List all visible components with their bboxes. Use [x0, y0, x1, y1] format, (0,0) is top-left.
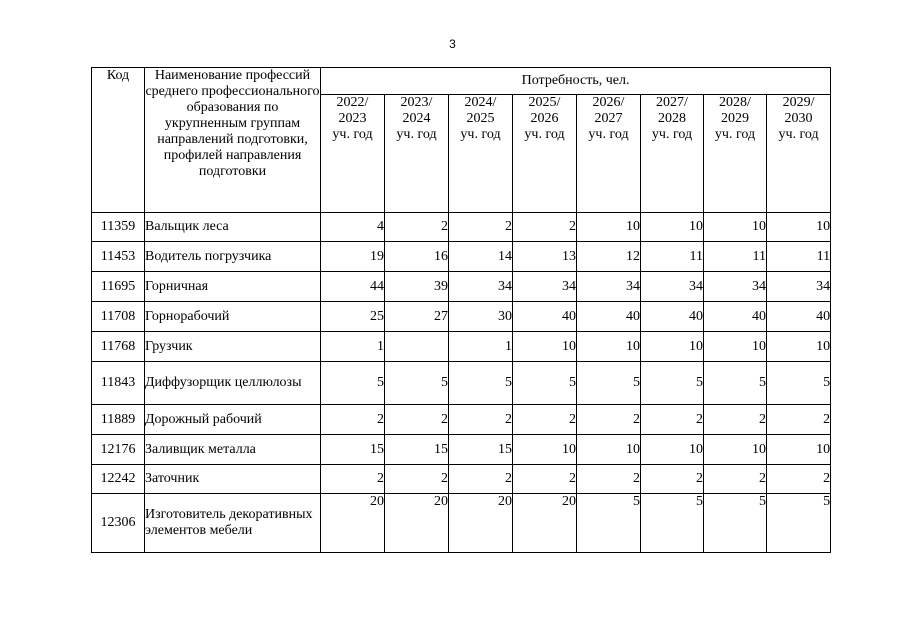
- row-value: 10: [641, 332, 704, 362]
- row-value: 40: [513, 302, 577, 332]
- row-value: 34: [449, 272, 513, 302]
- row-value: 20: [513, 494, 577, 553]
- row-name: Изготовитель декоративных элементов мебели: [145, 494, 321, 553]
- header-year: [577, 95, 641, 213]
- header-year-unit: уч. год: [651, 127, 693, 142]
- row-value: 10: [767, 435, 831, 465]
- row-value: 34: [767, 272, 831, 302]
- row-name: Заточник: [145, 465, 321, 494]
- row-value: 1: [321, 332, 385, 362]
- header-year-unit: уч. год: [588, 127, 629, 142]
- header-year-unit: уч. год: [396, 127, 437, 142]
- header-year-unit: уч. год: [460, 127, 501, 142]
- header-year-range: 2023/ 2024: [400, 95, 433, 126]
- row-value: 5: [577, 494, 641, 553]
- row-code: 11708: [92, 302, 145, 332]
- row-code: 11359: [92, 213, 145, 242]
- row-value: 5: [449, 362, 513, 405]
- table-row: [92, 242, 831, 272]
- header-need: Потребность, чел.: [321, 68, 831, 95]
- row-value: 5: [321, 362, 385, 405]
- row-value: 10: [577, 213, 641, 242]
- header-year-unit: уч. год: [714, 127, 756, 142]
- header-year: [767, 95, 831, 213]
- row-value: 2: [385, 405, 449, 435]
- row-value: 2: [704, 405, 767, 435]
- table-row: [92, 405, 831, 435]
- row-value: 10: [577, 332, 641, 362]
- row-value: 44: [321, 272, 385, 302]
- row-name: Горнорабочий: [145, 302, 321, 332]
- row-value: 25: [321, 302, 385, 332]
- row-value: 10: [641, 435, 704, 465]
- row-value: 2: [577, 405, 641, 435]
- row-value: 40: [577, 302, 641, 332]
- row-value: 2: [385, 465, 449, 494]
- row-value: 34: [641, 272, 704, 302]
- header-year-unit: уч. год: [778, 127, 819, 142]
- row-value: 40: [767, 302, 831, 332]
- row-name: Дорожный рабочий: [145, 405, 321, 435]
- row-value: 39: [385, 272, 449, 302]
- row-value: 10: [641, 213, 704, 242]
- row-name: Горничная: [145, 272, 321, 302]
- header-year: [513, 95, 577, 213]
- header-year-range: 2028/ 2029: [719, 95, 751, 126]
- header-year: [321, 95, 385, 213]
- row-code: 12242: [92, 465, 145, 494]
- row-value: 15: [449, 435, 513, 465]
- header-year-range: 2026/ 2027: [592, 95, 625, 126]
- table-row: [92, 435, 831, 465]
- row-value: 40: [641, 302, 704, 332]
- row-value: 20: [385, 494, 449, 553]
- row-value: 2: [449, 213, 513, 242]
- table-row: [92, 213, 831, 242]
- row-value: 10: [767, 213, 831, 242]
- row-value: 2: [641, 405, 704, 435]
- row-value: 2: [385, 213, 449, 242]
- header-year-unit: уч. год: [524, 127, 565, 142]
- row-value: 5: [767, 494, 831, 553]
- header-year-range: 2022/ 2023: [336, 95, 369, 126]
- table-row: [92, 494, 831, 553]
- row-value: 2: [513, 213, 577, 242]
- row-value: 2: [513, 465, 577, 494]
- row-value: 34: [513, 272, 577, 302]
- header-year: [704, 95, 767, 213]
- header-year: [385, 95, 449, 213]
- row-name: Заливщик металла: [145, 435, 321, 465]
- row-value: 27: [385, 302, 449, 332]
- row-value: 11: [641, 242, 704, 272]
- row-value: 10: [704, 213, 767, 242]
- header-year-range: 2027/ 2028: [656, 95, 688, 126]
- row-value: 1: [449, 332, 513, 362]
- row-value: 19: [321, 242, 385, 272]
- row-code: 12306: [92, 494, 145, 553]
- needs-table: [91, 67, 831, 553]
- row-value: 2: [449, 405, 513, 435]
- row-value: 10: [704, 332, 767, 362]
- row-value: 30: [449, 302, 513, 332]
- row-value: 10: [513, 435, 577, 465]
- row-value: 2: [321, 405, 385, 435]
- row-value: 5: [641, 362, 704, 405]
- row-value: 4: [321, 213, 385, 242]
- row-value: 10: [513, 332, 577, 362]
- table-row: [92, 465, 831, 494]
- row-code: 12176: [92, 435, 145, 465]
- row-code: 11768: [92, 332, 145, 362]
- row-name: Вальщик леса: [145, 213, 321, 242]
- row-value: 5: [641, 494, 704, 553]
- row-value: [385, 332, 449, 362]
- row-value: 2: [513, 405, 577, 435]
- row-value: 2: [449, 465, 513, 494]
- row-value: 15: [385, 435, 449, 465]
- row-value: 40: [704, 302, 767, 332]
- header-year-unit: уч. год: [332, 127, 373, 142]
- row-value: 16: [385, 242, 449, 272]
- row-value: 34: [577, 272, 641, 302]
- row-value: 14: [449, 242, 513, 272]
- row-value: 34: [704, 272, 767, 302]
- row-value: 2: [321, 465, 385, 494]
- row-value: 5: [767, 362, 831, 405]
- table-header: [92, 68, 831, 213]
- header-year-range: 2025/ 2026: [528, 95, 561, 126]
- row-value: 13: [513, 242, 577, 272]
- header-year-range: 2024/ 2025: [464, 95, 497, 126]
- row-value: 2: [641, 465, 704, 494]
- row-code: 11695: [92, 272, 145, 302]
- row-value: 5: [704, 494, 767, 553]
- table-body: [92, 213, 831, 553]
- row-value: 2: [767, 465, 831, 494]
- row-code: 11843: [92, 362, 145, 405]
- row-value: 11: [704, 242, 767, 272]
- row-value: 2: [577, 465, 641, 494]
- row-value: 2: [704, 465, 767, 494]
- table-row: [92, 302, 831, 332]
- header-code: Код: [92, 68, 145, 213]
- row-value: 5: [704, 362, 767, 405]
- row-value: 11: [767, 242, 831, 272]
- row-value: 2: [767, 405, 831, 435]
- row-code: 11453: [92, 242, 145, 272]
- row-value: 12: [577, 242, 641, 272]
- header-year: [449, 95, 513, 213]
- row-value: 10: [704, 435, 767, 465]
- row-value: 10: [767, 332, 831, 362]
- row-value: 5: [513, 362, 577, 405]
- row-code: 11889: [92, 405, 145, 435]
- page-number: 3: [449, 37, 456, 51]
- table-row: [92, 272, 831, 302]
- row-name: Грузчик: [145, 332, 321, 362]
- row-name: Водитель погрузчика: [145, 242, 321, 272]
- row-name: Диффузорщик целлюлозы: [145, 362, 321, 405]
- header-year: [641, 95, 704, 213]
- table-row: [92, 362, 831, 405]
- row-value: 15: [321, 435, 385, 465]
- row-value: 5: [385, 362, 449, 405]
- row-value: 20: [321, 494, 385, 553]
- row-value: 5: [577, 362, 641, 405]
- row-value: 20: [449, 494, 513, 553]
- header-name: Наименование профессий среднего профессионального образования по укрупненным группам направлений подготовки, профилей направления подготовки: [145, 68, 321, 213]
- row-value: 10: [577, 435, 641, 465]
- table-row: [92, 332, 831, 362]
- header-year-range: 2029/ 2030: [782, 95, 815, 126]
